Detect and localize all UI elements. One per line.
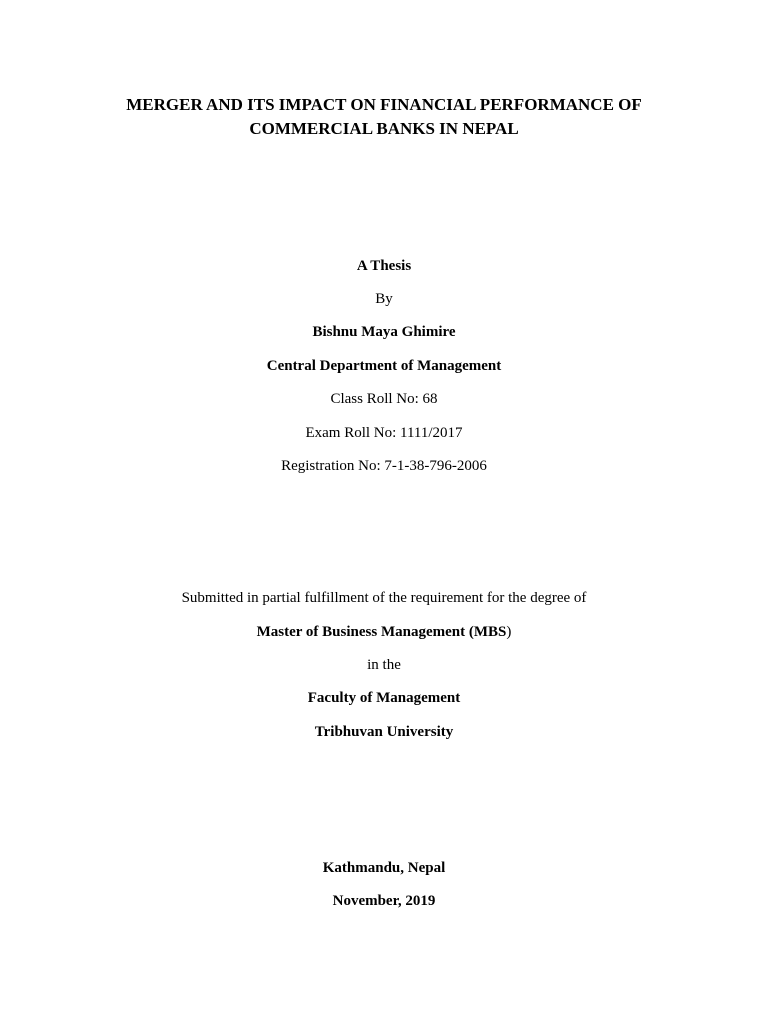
department-name: Central Department of Management (266, 358, 502, 374)
degree-closing-paren: ) (506, 624, 512, 640)
university-name: Tribhuvan University (314, 724, 454, 740)
degree-name (0, 623, 768, 641)
thesis-title-line-1: MERGER AND ITS IMPACT ON FINANCIAL PERFORMANCE OF (126, 95, 642, 114)
author-name: Bishnu Maya Ghimire (312, 324, 456, 340)
degree-name-text: Master of Business Management ( (256, 624, 474, 640)
submission-date: November, 2019 (332, 893, 436, 909)
in-the-label: in the (367, 657, 401, 673)
registration-number: Registration No: 7-1-38-796-2006 (281, 458, 487, 474)
faculty-name: Faculty of Management (307, 690, 461, 706)
exam-roll-number: Exam Roll No: 1111/2017 (305, 425, 463, 441)
submission-statement: Submitted in partial fulfillment of the requirement for the degree of (181, 590, 587, 606)
thesis-label: A Thesis (356, 258, 412, 274)
thesis-title-line-2: COMMERCIAL BANKS IN NEPAL (249, 119, 519, 138)
location: Kathmandu, Nepal (322, 860, 446, 876)
degree-abbreviation: MBS (473, 624, 507, 640)
class-roll-number: Class Roll No: 68 (330, 391, 438, 407)
by-label: By (375, 291, 393, 307)
